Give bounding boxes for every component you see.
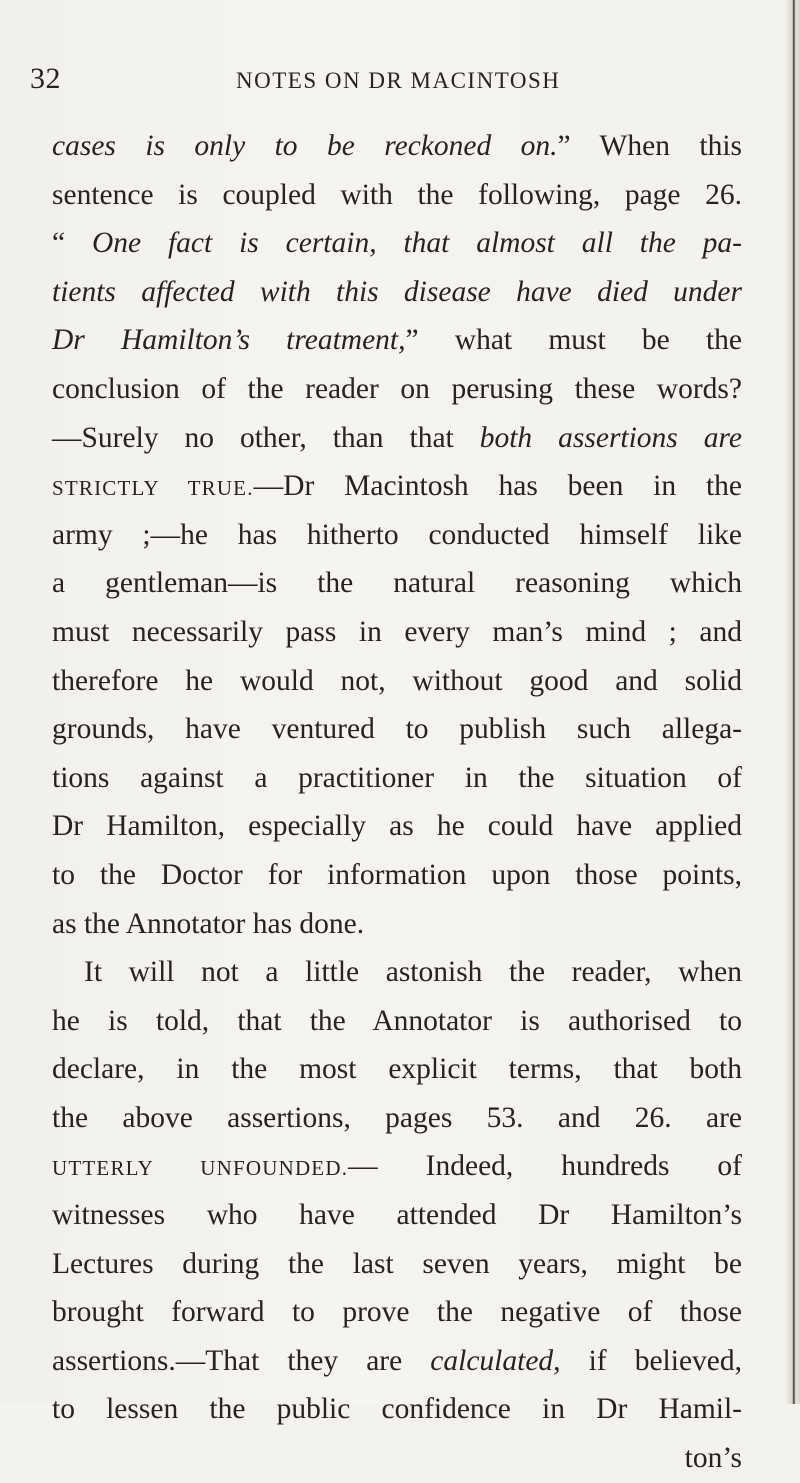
text-line <box>52 1045 742 1094</box>
text-run: brought forward to prove the negative of those <box>52 1296 742 1329</box>
text-run: witnesses who have attended Dr Hamilton’s <box>52 1199 742 1232</box>
italic-run: calculated, <box>430 1344 561 1377</box>
text-run: declare, in the most explicit terms, that both <box>52 1053 742 1086</box>
italic-run: Dr Hamilton’s treatment, <box>52 324 406 357</box>
text-line <box>52 1142 742 1191</box>
text-line <box>52 316 742 365</box>
text-line <box>52 851 742 900</box>
text-run: a gentleman—is the natural reasoning which <box>52 567 742 600</box>
text-line <box>52 997 742 1046</box>
italic-run: One fact is certain, that almost all the pa- <box>91 227 742 260</box>
text-line <box>52 1094 742 1143</box>
text-line <box>52 559 742 608</box>
text-run: tions against a practitioner in the situation of <box>52 761 742 794</box>
text-line <box>52 900 742 949</box>
small-caps-run: UTTERLY UNFOUNDED. <box>52 1156 349 1181</box>
text-run: the above assertions, pages 53. and 26. are <box>52 1101 742 1134</box>
text-line <box>52 219 742 268</box>
text-run: assertions.—That they are <box>52 1344 431 1377</box>
text-line <box>52 1337 742 1386</box>
text-run: army ;—he has hitherto conducted himself like <box>52 518 742 551</box>
text-run: as the Annotator has done. <box>52 907 365 940</box>
text-line <box>52 511 742 560</box>
text-line <box>52 948 742 997</box>
text-run: to lessen the public confidence in Dr Hamil- <box>52 1393 742 1426</box>
text-run: Lectures during the last seven years, might be <box>52 1247 742 1280</box>
text-run: — Indeed, hundreds of <box>348 1150 742 1183</box>
small-caps-run: STRICTLY TRUE. <box>52 476 254 501</box>
text-run: —Surely no other, than that <box>52 421 480 454</box>
text-line <box>52 1385 742 1434</box>
text-line <box>52 462 742 511</box>
text-line <box>52 705 742 754</box>
text-run: he is told, that the Annotator is authorised to <box>52 1004 742 1037</box>
text-run: ” what must be the <box>405 324 742 357</box>
text-run: It will not a little astonish the reader, when <box>84 956 742 989</box>
text-line <box>52 657 742 706</box>
body-text <box>52 122 742 1483</box>
text-line <box>52 802 742 851</box>
text-line <box>52 365 742 414</box>
italic-run: cases is only to be reckoned on. <box>52 130 558 162</box>
text-run: Dr Hamilton, especially as he could have applied <box>52 810 742 843</box>
text-run: therefore he would not, without good and solid <box>52 664 742 697</box>
text-run: if believed, <box>560 1344 743 1377</box>
text-line <box>52 608 742 657</box>
text-run: conclusion of the reader on perusing these words? <box>52 372 742 405</box>
text-run: to the Doctor for information upon those points, <box>52 858 742 891</box>
text-line <box>52 1434 742 1483</box>
text-run: “ <box>52 227 92 260</box>
text-line <box>52 414 742 463</box>
text-run: ton’s <box>684 1442 742 1475</box>
text-line <box>52 268 742 317</box>
page-edge-shadow <box>786 0 800 1404</box>
text-run: must necessarily pass in every man’s mind ; and <box>52 615 742 648</box>
text-line <box>52 171 742 220</box>
italic-run: both assertions are <box>479 421 742 454</box>
text-line <box>52 122 742 171</box>
text-line <box>52 1191 742 1240</box>
text-run: sentence is coupled with the following, page 26. <box>52 178 742 211</box>
text-run: ” When this <box>557 130 742 162</box>
text-run: —Dr Macintosh has been in the <box>253 470 743 503</box>
text-line <box>52 754 742 803</box>
text-run: grounds, have ventured to publish such allega- <box>52 713 742 746</box>
text-line <box>52 1288 742 1337</box>
text-line <box>52 1240 742 1289</box>
page-number: 32 <box>30 62 61 95</box>
italic-run: tients affected with this disease have died under <box>52 275 742 308</box>
running-head: NOTES ON DR MACINTOSH <box>236 68 561 93</box>
